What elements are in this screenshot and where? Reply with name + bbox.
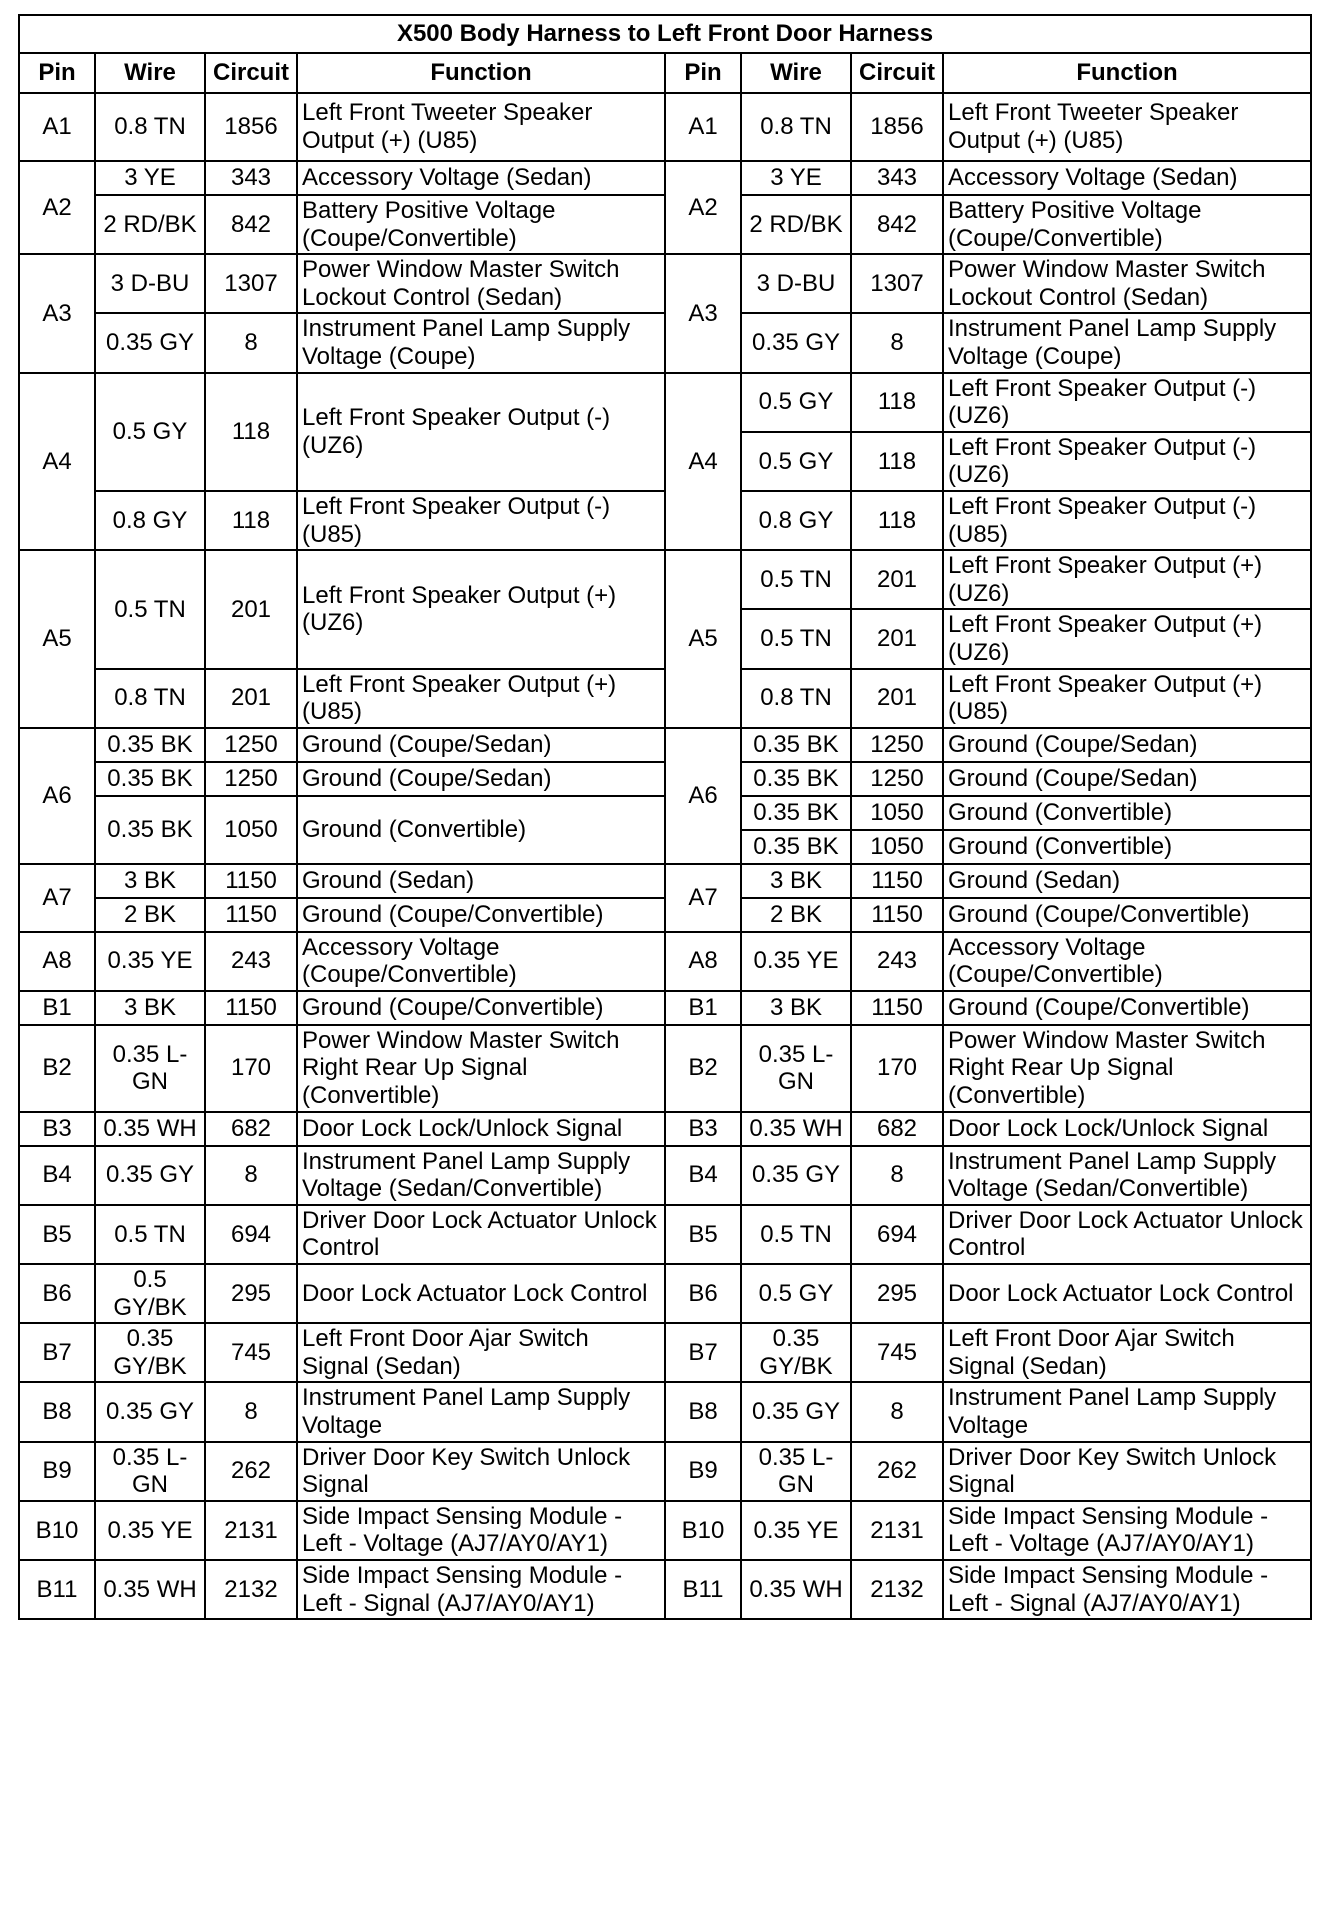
left-pin-cell: A4	[19, 373, 95, 551]
right-function-cell: Accessory Voltage (Coupe/Convertible)	[943, 932, 1311, 991]
table-row	[19, 1205, 1311, 1264]
right-function-cell: Battery Positive Voltage (Coupe/Convertible)	[943, 195, 1311, 254]
table-row	[19, 1382, 1311, 1441]
left-function-cell: Ground (Coupe/Sedan)	[297, 762, 665, 796]
left-circuit-cell: 118	[205, 491, 297, 550]
left-wire-cell: 0.5 GY/BK	[95, 1264, 205, 1323]
left-function-cell: Ground (Sedan)	[297, 864, 665, 898]
left-circuit-cell: 1307	[205, 254, 297, 313]
table-row	[19, 1146, 1311, 1205]
right-circuit-cell: 1150	[851, 991, 943, 1025]
left-pin-cell: A8	[19, 932, 95, 991]
left-circuit-cell: 2131	[205, 1501, 297, 1560]
right-wire-cell: 3 YE	[741, 161, 851, 195]
right-circuit-cell: 262	[851, 1442, 943, 1501]
table-body	[19, 93, 1311, 1619]
left-function-cell: Side Impact Sensing Module - Left - Signal (AJ7/AY0/AY1)	[297, 1560, 665, 1619]
right-function-cell: Power Window Master Switch Lockout Control (Sedan)	[943, 254, 1311, 313]
right-pin-cell: B1	[665, 991, 741, 1025]
left-wire-cell: 0.35 WH	[95, 1112, 205, 1146]
header-function: Function	[297, 53, 665, 93]
right-circuit-cell: 8	[851, 1382, 943, 1441]
left-circuit-cell: 694	[205, 1205, 297, 1264]
right-function-cell: Instrument Panel Lamp Supply Voltage (Coupe)	[943, 313, 1311, 372]
left-function-cell: Door Lock Actuator Lock Control	[297, 1264, 665, 1323]
right-function-cell: Ground (Convertible)	[943, 796, 1311, 830]
table-row	[19, 550, 1311, 609]
right-pin-cell: A7	[665, 864, 741, 932]
right-function-cell: Driver Door Key Switch Unlock Signal	[943, 1442, 1311, 1501]
right-wire-cell: 0.35 BK	[741, 762, 851, 796]
right-pin-cell: A8	[665, 932, 741, 991]
right-function-cell: Ground (Coupe/Convertible)	[943, 991, 1311, 1025]
left-function-cell: Instrument Panel Lamp Supply Voltage	[297, 1382, 665, 1441]
right-circuit-cell: 682	[851, 1112, 943, 1146]
right-pin-cell: B4	[665, 1146, 741, 1205]
left-function-cell: Side Impact Sensing Module - Left - Voltage (AJ7/AY0/AY1)	[297, 1501, 665, 1560]
right-circuit-cell: 118	[851, 373, 943, 432]
left-function-cell: Power Window Master Switch Lockout Control (Sedan)	[297, 254, 665, 313]
left-function-cell: Power Window Master Switch Right Rear Up Signal (Convertible)	[297, 1025, 665, 1112]
left-function-cell: Driver Door Lock Actuator Unlock Control	[297, 1205, 665, 1264]
right-circuit-cell: 1050	[851, 830, 943, 864]
left-circuit-cell: 1150	[205, 991, 297, 1025]
table-row	[19, 1025, 1311, 1112]
right-function-cell: Driver Door Lock Actuator Unlock Control	[943, 1205, 1311, 1264]
right-function-cell: Left Front Speaker Output (-) (UZ6)	[943, 373, 1311, 432]
left-wire-cell: 0.35 BK	[95, 762, 205, 796]
table-row	[19, 1560, 1311, 1619]
right-wire-cell: 3 BK	[741, 864, 851, 898]
right-function-cell: Side Impact Sensing Module - Left - Voltage (AJ7/AY0/AY1)	[943, 1501, 1311, 1560]
left-circuit-cell: 682	[205, 1112, 297, 1146]
left-wire-cell: 3 BK	[95, 864, 205, 898]
right-circuit-cell: 243	[851, 932, 943, 991]
right-circuit-cell: 295	[851, 1264, 943, 1323]
left-circuit-cell: 1050	[205, 796, 297, 864]
left-circuit-cell: 170	[205, 1025, 297, 1112]
right-function-cell: Left Front Speaker Output (+) (UZ6)	[943, 609, 1311, 668]
right-wire-cell: 0.35 BK	[741, 830, 851, 864]
table-row	[19, 1323, 1311, 1382]
left-function-cell: Left Front Speaker Output (+) (UZ6)	[297, 550, 665, 668]
right-wire-cell: 0.35 GY	[741, 313, 851, 372]
left-circuit-cell: 343	[205, 161, 297, 195]
harness-table	[18, 14, 1312, 1620]
right-pin-cell: A2	[665, 161, 741, 254]
right-circuit-cell: 1150	[851, 864, 943, 898]
left-function-cell: Left Front Door Ajar Switch Signal (Sedan)	[297, 1323, 665, 1382]
left-wire-cell: 0.35 WH	[95, 1560, 205, 1619]
right-circuit-cell: 1050	[851, 796, 943, 830]
header-wire: Wire	[741, 53, 851, 93]
right-circuit-cell: 118	[851, 432, 943, 491]
right-circuit-cell: 1250	[851, 762, 943, 796]
right-function-cell: Ground (Coupe/Sedan)	[943, 762, 1311, 796]
title-row	[19, 15, 1311, 53]
right-circuit-cell: 201	[851, 550, 943, 609]
right-function-cell: Ground (Sedan)	[943, 864, 1311, 898]
left-circuit-cell: 201	[205, 550, 297, 668]
left-function-cell: Left Front Tweeter Speaker Output (+) (U85)	[297, 93, 665, 161]
right-wire-cell: 0.5 TN	[741, 1205, 851, 1264]
left-function-cell: Accessory Voltage (Sedan)	[297, 161, 665, 195]
left-wire-cell: 0.35 BK	[95, 796, 205, 864]
header-row	[19, 53, 1311, 93]
right-function-cell: Left Front Tweeter Speaker Output (+) (U85)	[943, 93, 1311, 161]
right-wire-cell: 0.5 GY	[741, 373, 851, 432]
right-circuit-cell: 1250	[851, 728, 943, 762]
left-circuit-cell: 201	[205, 669, 297, 728]
left-pin-cell: A3	[19, 254, 95, 372]
right-circuit-cell: 170	[851, 1025, 943, 1112]
table-row	[19, 1442, 1311, 1501]
right-wire-cell: 0.5 GY	[741, 1264, 851, 1323]
left-function-cell: Ground (Convertible)	[297, 796, 665, 864]
right-wire-cell: 0.35 WH	[741, 1560, 851, 1619]
left-function-cell: Battery Positive Voltage (Coupe/Convertible)	[297, 195, 665, 254]
left-wire-cell: 0.35 YE	[95, 932, 205, 991]
right-function-cell: Ground (Convertible)	[943, 830, 1311, 864]
table-row	[19, 161, 1311, 195]
right-pin-cell: B6	[665, 1264, 741, 1323]
left-pin-cell: B2	[19, 1025, 95, 1112]
right-pin-cell: B7	[665, 1323, 741, 1382]
left-circuit-cell: 1150	[205, 864, 297, 898]
right-circuit-cell: 842	[851, 195, 943, 254]
header-circuit: Circuit	[851, 53, 943, 93]
left-wire-cell: 0.5 TN	[95, 550, 205, 668]
right-pin-cell: B10	[665, 1501, 741, 1560]
left-circuit-cell: 243	[205, 932, 297, 991]
left-circuit-cell: 1250	[205, 762, 297, 796]
left-function-cell: Instrument Panel Lamp Supply Voltage (Coupe)	[297, 313, 665, 372]
right-function-cell: Accessory Voltage (Sedan)	[943, 161, 1311, 195]
left-pin-cell: A7	[19, 864, 95, 932]
right-function-cell: Ground (Coupe/Convertible)	[943, 898, 1311, 932]
right-wire-cell: 0.35 L-GN	[741, 1025, 851, 1112]
left-wire-cell: 0.35 YE	[95, 1501, 205, 1560]
right-function-cell: Left Front Speaker Output (+) (U85)	[943, 669, 1311, 728]
harness-document	[18, 14, 1310, 1620]
right-wire-cell: 3 BK	[741, 991, 851, 1025]
table-row	[19, 373, 1311, 432]
left-wire-cell: 0.8 GY	[95, 491, 205, 550]
table-row	[19, 728, 1311, 762]
left-circuit-cell: 118	[205, 373, 297, 491]
right-circuit-cell: 694	[851, 1205, 943, 1264]
header-wire: Wire	[95, 53, 205, 93]
left-circuit-cell: 8	[205, 1146, 297, 1205]
left-pin-cell: B6	[19, 1264, 95, 1323]
left-wire-cell: 2 RD/BK	[95, 195, 205, 254]
right-circuit-cell: 745	[851, 1323, 943, 1382]
right-circuit-cell: 1307	[851, 254, 943, 313]
left-wire-cell: 0.35 GY	[95, 313, 205, 372]
right-wire-cell: 0.35 BK	[741, 728, 851, 762]
left-function-cell: Instrument Panel Lamp Supply Voltage (Sedan/Convertible)	[297, 1146, 665, 1205]
table-row	[19, 254, 1311, 313]
left-function-cell: Left Front Speaker Output (-) (UZ6)	[297, 373, 665, 491]
right-function-cell: Instrument Panel Lamp Supply Voltage (Sedan/Convertible)	[943, 1146, 1311, 1205]
right-pin-cell: A5	[665, 550, 741, 728]
right-pin-cell: A3	[665, 254, 741, 372]
right-circuit-cell: 1150	[851, 898, 943, 932]
right-circuit-cell: 343	[851, 161, 943, 195]
left-circuit-cell: 842	[205, 195, 297, 254]
right-wire-cell: 3 D-BU	[741, 254, 851, 313]
right-pin-cell: B11	[665, 1560, 741, 1619]
left-wire-cell: 0.35 GY/BK	[95, 1323, 205, 1382]
right-function-cell: Left Front Speaker Output (-) (U85)	[943, 491, 1311, 550]
left-wire-cell: 0.35 GY	[95, 1382, 205, 1441]
left-wire-cell: 3 YE	[95, 161, 205, 195]
left-wire-cell: 2 BK	[95, 898, 205, 932]
left-pin-cell: B9	[19, 1442, 95, 1501]
right-wire-cell: 0.5 TN	[741, 609, 851, 668]
right-function-cell: Left Front Speaker Output (-) (UZ6)	[943, 432, 1311, 491]
right-wire-cell: 0.35 BK	[741, 796, 851, 830]
left-wire-cell: 0.5 GY	[95, 373, 205, 491]
header-function: Function	[943, 53, 1311, 93]
right-circuit-cell: 201	[851, 669, 943, 728]
left-circuit-cell: 1150	[205, 898, 297, 932]
right-pin-cell: A1	[665, 93, 741, 161]
left-circuit-cell: 295	[205, 1264, 297, 1323]
left-function-cell: Driver Door Key Switch Unlock Signal	[297, 1442, 665, 1501]
right-pin-cell: B2	[665, 1025, 741, 1112]
right-function-cell: Door Lock Lock/Unlock Signal	[943, 1112, 1311, 1146]
left-pin-cell: B4	[19, 1146, 95, 1205]
right-pin-cell: B9	[665, 1442, 741, 1501]
left-pin-cell: A5	[19, 550, 95, 728]
table-title: X500 Body Harness to Left Front Door Harness	[19, 15, 1311, 53]
left-wire-cell: 3 BK	[95, 991, 205, 1025]
right-wire-cell: 0.35 L-GN	[741, 1442, 851, 1501]
left-function-cell: Accessory Voltage (Coupe/Convertible)	[297, 932, 665, 991]
left-pin-cell: A6	[19, 728, 95, 864]
right-function-cell: Instrument Panel Lamp Supply Voltage	[943, 1382, 1311, 1441]
left-wire-cell: 3 D-BU	[95, 254, 205, 313]
left-circuit-cell: 1250	[205, 728, 297, 762]
table-row	[19, 1264, 1311, 1323]
right-function-cell: Side Impact Sensing Module - Left - Signal (AJ7/AY0/AY1)	[943, 1560, 1311, 1619]
left-function-cell: Ground (Coupe/Sedan)	[297, 728, 665, 762]
left-pin-cell: A1	[19, 93, 95, 161]
left-wire-cell: 0.5 TN	[95, 1205, 205, 1264]
right-pin-cell: B5	[665, 1205, 741, 1264]
left-pin-cell: B5	[19, 1205, 95, 1264]
right-wire-cell: 0.35 YE	[741, 932, 851, 991]
left-function-cell: Ground (Coupe/Convertible)	[297, 991, 665, 1025]
right-circuit-cell: 8	[851, 1146, 943, 1205]
right-circuit-cell: 2131	[851, 1501, 943, 1560]
table-row	[19, 864, 1311, 898]
right-function-cell: Power Window Master Switch Right Rear Up Signal (Convertible)	[943, 1025, 1311, 1112]
left-pin-cell: B11	[19, 1560, 95, 1619]
left-circuit-cell: 2132	[205, 1560, 297, 1619]
right-function-cell: Door Lock Actuator Lock Control	[943, 1264, 1311, 1323]
left-wire-cell: 0.35 GY	[95, 1146, 205, 1205]
right-wire-cell: 0.5 TN	[741, 550, 851, 609]
right-wire-cell: 0.35 WH	[741, 1112, 851, 1146]
right-circuit-cell: 201	[851, 609, 943, 668]
right-circuit-cell: 8	[851, 313, 943, 372]
left-wire-cell: 0.35 BK	[95, 728, 205, 762]
right-function-cell: Left Front Speaker Output (+) (UZ6)	[943, 550, 1311, 609]
right-wire-cell: 2 BK	[741, 898, 851, 932]
left-pin-cell: A2	[19, 161, 95, 254]
left-pin-cell: B7	[19, 1323, 95, 1382]
table-row	[19, 991, 1311, 1025]
right-wire-cell: 0.35 GY	[741, 1146, 851, 1205]
left-circuit-cell: 1856	[205, 93, 297, 161]
right-function-cell: Left Front Door Ajar Switch Signal (Sedan)	[943, 1323, 1311, 1382]
right-wire-cell: 0.8 GY	[741, 491, 851, 550]
right-pin-cell: A6	[665, 728, 741, 864]
left-wire-cell: 0.35 L-GN	[95, 1025, 205, 1112]
table-row	[19, 932, 1311, 991]
right-circuit-cell: 1856	[851, 93, 943, 161]
left-function-cell: Ground (Coupe/Convertible)	[297, 898, 665, 932]
left-pin-cell: B8	[19, 1382, 95, 1441]
right-circuit-cell: 2132	[851, 1560, 943, 1619]
right-wire-cell: 2 RD/BK	[741, 195, 851, 254]
header-pin: Pin	[665, 53, 741, 93]
right-wire-cell: 0.35 YE	[741, 1501, 851, 1560]
left-wire-cell: 0.35 L-GN	[95, 1442, 205, 1501]
left-circuit-cell: 8	[205, 1382, 297, 1441]
right-pin-cell: A4	[665, 373, 741, 551]
right-circuit-cell: 118	[851, 491, 943, 550]
header-pin: Pin	[19, 53, 95, 93]
right-pin-cell: B8	[665, 1382, 741, 1441]
left-pin-cell: B10	[19, 1501, 95, 1560]
left-wire-cell: 0.8 TN	[95, 93, 205, 161]
table-row	[19, 1501, 1311, 1560]
right-wire-cell: 0.5 GY	[741, 432, 851, 491]
table-row	[19, 1112, 1311, 1146]
right-function-cell: Ground (Coupe/Sedan)	[943, 728, 1311, 762]
right-wire-cell: 0.8 TN	[741, 93, 851, 161]
right-wire-cell: 0.35 GY	[741, 1382, 851, 1441]
right-pin-cell: B3	[665, 1112, 741, 1146]
left-circuit-cell: 8	[205, 313, 297, 372]
left-function-cell: Left Front Speaker Output (-) (U85)	[297, 491, 665, 550]
left-pin-cell: B1	[19, 991, 95, 1025]
right-wire-cell: 0.8 TN	[741, 669, 851, 728]
left-circuit-cell: 745	[205, 1323, 297, 1382]
left-circuit-cell: 262	[205, 1442, 297, 1501]
left-pin-cell: B3	[19, 1112, 95, 1146]
header-circuit: Circuit	[205, 53, 297, 93]
left-wire-cell: 0.8 TN	[95, 669, 205, 728]
right-wire-cell: 0.35 GY/BK	[741, 1323, 851, 1382]
left-function-cell: Door Lock Lock/Unlock Signal	[297, 1112, 665, 1146]
table-row	[19, 93, 1311, 161]
left-function-cell: Left Front Speaker Output (+) (U85)	[297, 669, 665, 728]
